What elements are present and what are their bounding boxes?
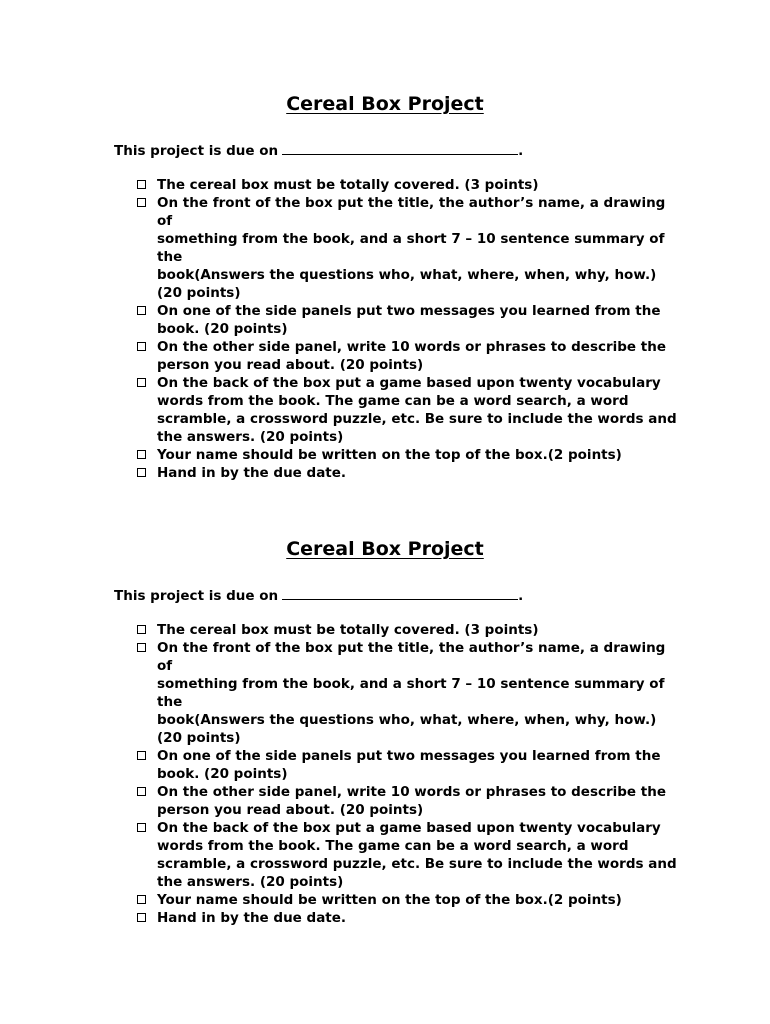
page-title: Cereal Box Project — [286, 93, 484, 115]
checkbox-icon[interactable] — [137, 625, 146, 634]
list-item — [137, 747, 677, 783]
checkbox-icon[interactable] — [137, 180, 146, 189]
list-item-text: On the front of the box put the title, the author’s name, a drawing of something from the book, and a short 7 – 10 sentence summary of the book(Answers the questions who, what, where, when, why, how.) (20 points) — [157, 640, 666, 746]
due-date-line — [114, 142, 523, 160]
list-item — [137, 639, 677, 747]
checkbox-icon[interactable] — [137, 378, 146, 387]
list-item-text: On the front of the box put the title, the author’s name, a drawing of something from the book, and a short 7 – 10 sentence summary of the book(Answers the questions who, what, where, when, why, how.) (20 points) — [157, 195, 666, 301]
checkbox-icon[interactable] — [137, 198, 146, 207]
requirements-list — [137, 621, 677, 927]
list-item — [137, 621, 677, 639]
due-date-blank[interactable] — [282, 142, 518, 155]
list-item-text: On the other side panel, write 10 words or phrases to describe the person you read about. (20 points) — [157, 339, 667, 373]
due-date-period: . — [518, 588, 524, 604]
list-item — [137, 909, 677, 927]
due-date-period: . — [518, 143, 524, 159]
list-item — [137, 819, 677, 891]
list-item-text: On the back of the box put a game based upon twenty vocabulary words from the book. The game can be a word search, a word scramble, a crossword puzzle, etc. Be sure to include the words and the answers. (20 points) — [157, 375, 677, 445]
list-item-text: Hand in by the due date. — [157, 465, 347, 481]
requirements-list — [137, 176, 677, 482]
list-item-text: On the other side panel, write 10 words or phrases to describe the person you read about. (20 points) — [157, 784, 667, 818]
list-item-text: Your name should be written on the top of the box.(2 points) — [157, 892, 622, 908]
list-item-text: The cereal box must be totally covered. (3 points) — [157, 622, 539, 638]
due-date-line — [114, 587, 523, 605]
checkbox-icon[interactable] — [137, 643, 146, 652]
list-item — [137, 302, 677, 338]
page-title: Cereal Box Project — [286, 538, 484, 560]
list-item-text: On one of the side panels put two messages you learned from the book. (20 points) — [157, 303, 661, 337]
list-item — [137, 176, 677, 194]
list-item — [137, 194, 677, 302]
due-date-blank[interactable] — [282, 587, 518, 600]
list-item — [137, 374, 677, 446]
checkbox-icon[interactable] — [137, 450, 146, 459]
list-item — [137, 464, 677, 482]
checkbox-icon[interactable] — [137, 787, 146, 796]
list-item-text: The cereal box must be totally covered. (3 points) — [157, 177, 539, 193]
list-item-text: On one of the side panels put two messages you learned from the book. (20 points) — [157, 748, 661, 782]
checkbox-icon[interactable] — [137, 751, 146, 760]
list-item — [137, 783, 677, 819]
checkbox-icon[interactable] — [137, 823, 146, 832]
list-item-text: Your name should be written on the top of the box.(2 points) — [157, 447, 622, 463]
list-item — [137, 338, 677, 374]
list-item-text: Hand in by the due date. — [157, 910, 347, 926]
due-date-label: This project is due on — [114, 588, 279, 604]
project-section-2 — [0, 535, 770, 926]
checkbox-icon[interactable] — [137, 895, 146, 904]
due-date-label: This project is due on — [114, 143, 279, 159]
list-item — [137, 446, 677, 464]
checkbox-icon[interactable] — [137, 342, 146, 351]
project-section-1 — [0, 90, 770, 481]
checkbox-icon[interactable] — [137, 913, 146, 922]
checkbox-icon[interactable] — [137, 468, 146, 477]
list-item — [137, 891, 677, 909]
list-item-text: On the back of the box put a game based upon twenty vocabulary words from the book. The game can be a word search, a word scramble, a crossword puzzle, etc. Be sure to include the words and the answers. (20 points) — [157, 820, 677, 890]
checkbox-icon[interactable] — [137, 306, 146, 315]
